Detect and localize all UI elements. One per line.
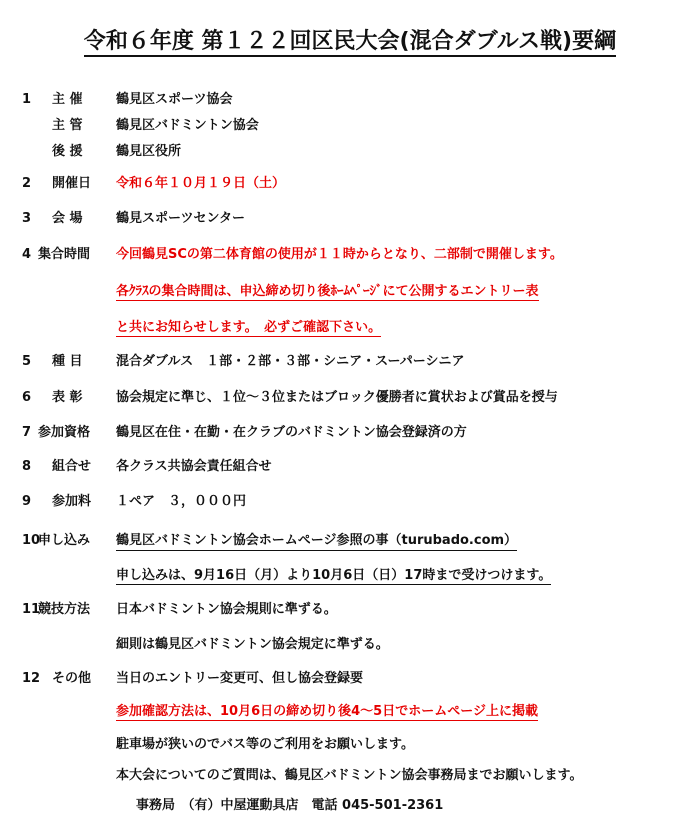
document-title (0, 24, 700, 55)
item-value: 各クラス共協会責任組合せ (116, 459, 272, 474)
item-label: 申し込み (38, 533, 91, 548)
item-value: 鶴見区バドミントン協会ホームページ参照の事（turubado.com） (116, 533, 517, 551)
item-label: 後 援 (52, 144, 83, 159)
item-number: 1 (22, 92, 32, 107)
item-number: 7 (22, 425, 32, 440)
item-value: 本大会についてのご質問は、鶴見区バドミントン協会事務局までお願いします。 (116, 768, 583, 783)
item-12-inquiries (116, 768, 582, 784)
item-number: 3 (22, 211, 32, 226)
item-label: 主 管 (52, 118, 83, 133)
item-label: 開催日 (52, 176, 92, 191)
item-number: 8 (22, 459, 32, 474)
item-label: 組合せ (52, 459, 92, 474)
item-11-detail (116, 637, 389, 653)
item-value: 鶴見区役所 (116, 144, 182, 159)
item-10-deadline (116, 568, 551, 584)
item-number: 10 (22, 533, 41, 548)
item-number: 2 (22, 176, 32, 191)
item-value: 駐車場が狭いのでバス等のご利用をお願いします。 (116, 737, 414, 752)
item-number: 12 (22, 671, 41, 686)
item-value: 令和６年１０月１９日（土） (116, 176, 286, 191)
item-label: 参加資格 (38, 425, 91, 440)
item-label: 集合時間 (38, 247, 91, 262)
item-value: 鶴見区在住・在勤・在クラブのバドミントン協会登録済の方 (116, 425, 467, 440)
item-12-parking (116, 737, 414, 753)
item-value: 今回鶴見SCの第二体育館の使用が１１時からとなり、二部制で開催します。 (116, 247, 563, 262)
item-4-note-1 (116, 284, 539, 300)
item-label: 参加料 (52, 494, 92, 509)
underlined-text: 申し込みは、9月16日（月）より10月6日（日）17時まで受けつけます。 (116, 568, 552, 583)
item-value: 鶴見区スポーツ協会 (116, 92, 233, 107)
item-label: 表 彰 (52, 390, 83, 405)
item-value: 鶴見スポーツセンター (116, 211, 245, 226)
item-label: 競技方法 (38, 602, 91, 617)
item-value: 日本バドミントン協会規則に準ずる。 (116, 602, 337, 617)
item-value: 細則は鶴見区バドミントン協会規定に準ずる。 (116, 637, 389, 652)
item-4-note-2 (116, 320, 381, 336)
item-value: １ペア ３，０００円 (116, 494, 247, 509)
item-number: 9 (22, 494, 32, 509)
item-12-office (136, 798, 443, 814)
item-number: 11 (22, 602, 41, 617)
underlined-text: 参加確認方法は、10月6日の締め切り後4～5日でホームページ上に掲載 (116, 704, 538, 719)
item-value: 当日のエントリー変更可、但し協会登録要 (116, 671, 364, 686)
item-value: 混合ダブルス １部・２部・３部・シニア・スーパーシニア (116, 354, 465, 369)
underlined-text: 各ｸﾗｽの集合時間は、申込締め切り後ﾎｰﾑﾍﾟｰｼﾞにて公開するエントリー表 (116, 284, 539, 299)
item-label: その他 (52, 671, 92, 686)
item-12-confirmation (116, 704, 538, 720)
item-label: 種 目 (52, 354, 83, 369)
item-value: 協会規定に準じ、１位～３位またはブロック優勝者に賞状および賞品を授与 (116, 390, 558, 405)
item-number: 6 (22, 390, 32, 405)
item-number: 4 (22, 247, 32, 262)
title-text: 令和６年度 第１２２回区民大会(混合ダブルス戦)要綱 (84, 29, 616, 57)
item-number: 5 (22, 354, 32, 369)
item-label: 主 催 (52, 92, 83, 107)
item-label: 会 場 (52, 211, 83, 226)
item-value: 事務局 （有）中屋運動具店 電話 045-501-2361 (136, 798, 444, 813)
underlined-text: と共にお知らせします。 必ずご確認下さい。 (116, 320, 382, 335)
item-value: 鶴見区バドミントン協会 (116, 118, 259, 133)
